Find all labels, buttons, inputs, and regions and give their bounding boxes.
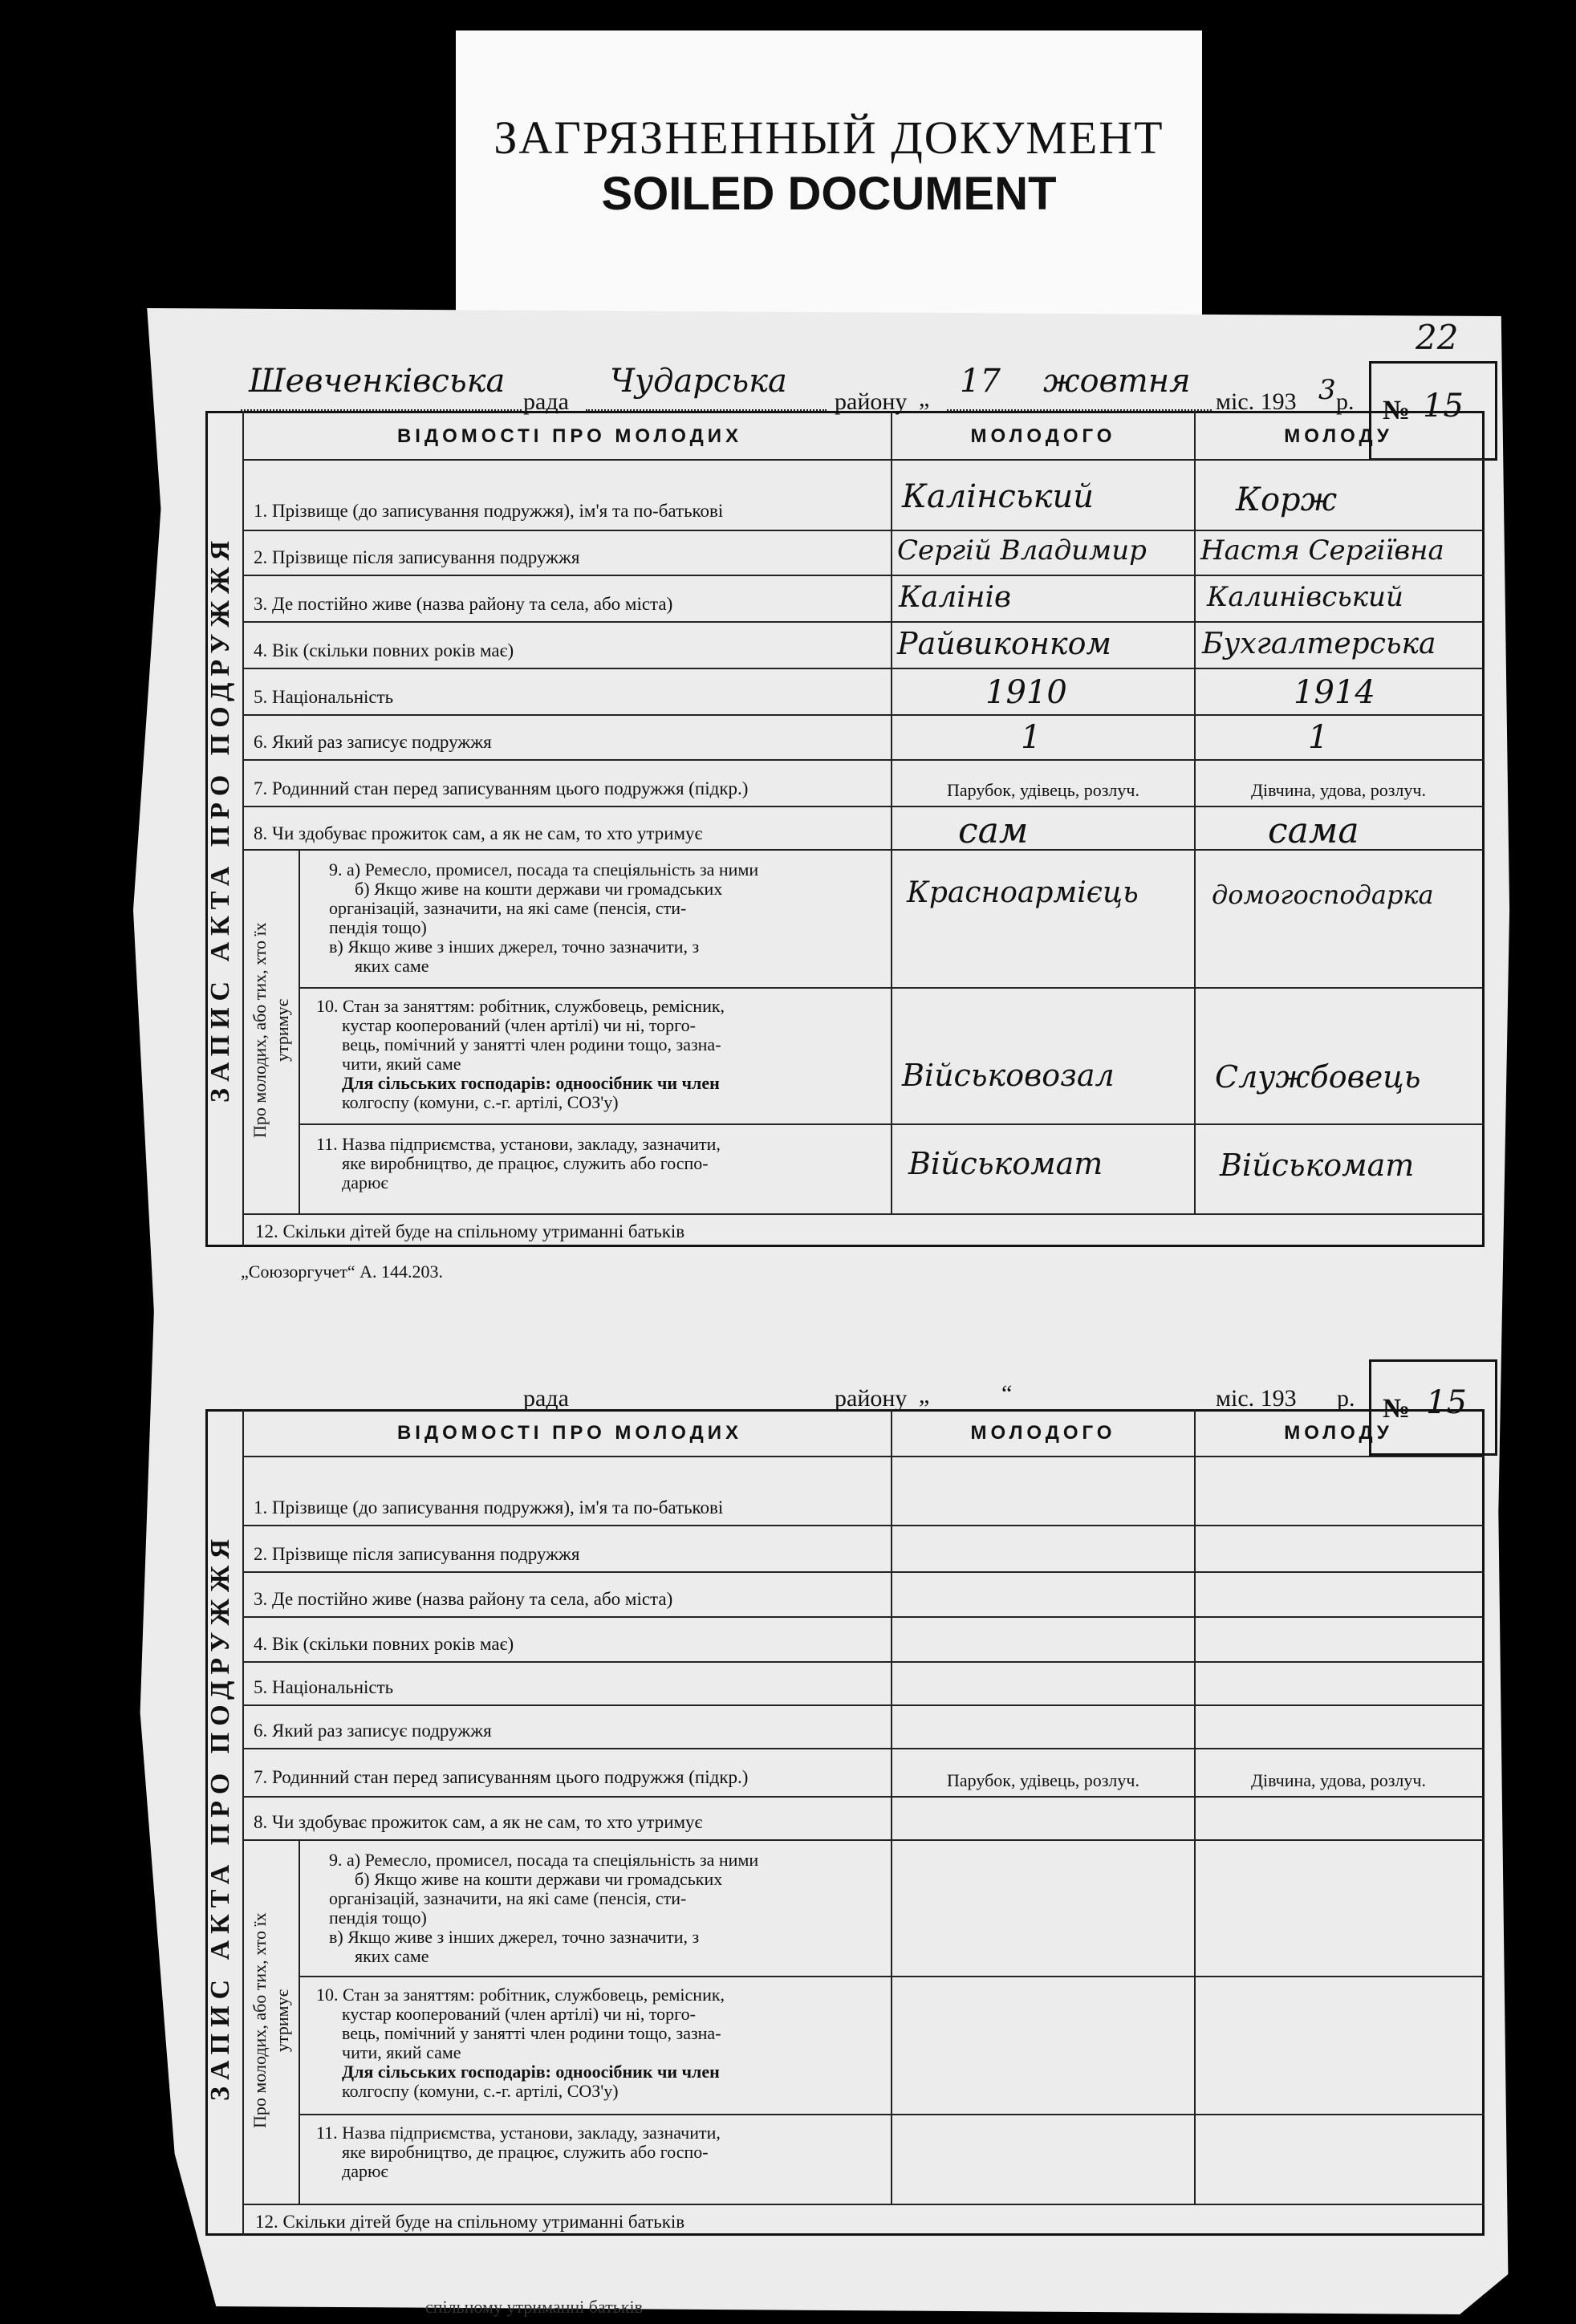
side-subcaption: Про молодих, або тих, хто їх утримує	[250, 922, 292, 1139]
question-1-2: 1. Прізвище (до записування подружжя), ім'я та по-батькові	[254, 1497, 724, 1518]
quote-open-2: „	[919, 1382, 930, 1408]
rayon-label-2: району	[835, 1385, 908, 1412]
groom-answer-11: Військомат	[908, 1146, 1103, 1181]
question-9-2: 9. а) Ремесло, промисел, посада та спеціяльність за ними б) Якщо живе на кошти держави чи громадських організацій, зазначити, на які саме (пенсія, сти- пендія тощо) в) Якщо живе з інших джерел, точно зазначити, з яких саме	[329, 1850, 759, 1966]
column-heading-bride: МОЛОДУ	[1284, 425, 1393, 447]
status-options-bride-2: Дівчина, удова, розлуч.	[1251, 1770, 1426, 1790]
bride-answer-2: Настя Сергіївна	[1200, 534, 1444, 567]
question-3-2: 3. Де постійно живе (назва району та села, або міста)	[254, 1589, 673, 1609]
status-options-groom: Парубок, удівець, розлуч.	[947, 780, 1139, 800]
question-12-2: 12. Скільки дітей буде на спільному утриманні батьків	[255, 2212, 685, 2232]
bride-answer-11: Військомат	[1220, 1148, 1415, 1183]
bride-answer-4: Бухгалтерська	[1202, 628, 1436, 660]
question-4: 4. Вік (скільки повних років має)	[254, 640, 514, 660]
rada-label: рада	[523, 388, 569, 415]
bride-answer-1: Корж	[1236, 481, 1338, 518]
rada-label-2: рада	[523, 1385, 569, 1412]
question-2: 2. Прізвище після записування подружжя	[254, 547, 580, 567]
question-5: 5. Національність	[254, 687, 394, 707]
groom-answer-8: сам	[958, 811, 1029, 851]
status-options-groom-2: Парубок, удівець, розлуч.	[947, 1770, 1139, 1790]
handwritten-record-number: 15	[1423, 388, 1464, 425]
number-sign: №	[1383, 396, 1411, 425]
question-6: 6. Який раз записує подружжя	[254, 732, 492, 752]
question-11-2: 11. Назва підприємства, установи, закладу, зазначити, яке виробництво, де працює, служить або госпо- дарює	[316, 2123, 721, 2181]
year-suffix: р.	[1336, 388, 1355, 415]
bride-answer-8: сама	[1268, 811, 1359, 851]
column-heading-groom-2: МОЛОДОГО	[970, 1422, 1116, 1444]
column-heading-info-2: ВІДОМОСТІ ПРО МОЛОДИХ	[396, 1422, 743, 1444]
handwritten-year-digit: 3	[1318, 374, 1336, 406]
groom-answer-2: Сергій Владимир	[897, 534, 1147, 567]
handwritten-month: жовтня	[1043, 363, 1191, 400]
question-10: 10. Стан за заняттям: робітник, службовець, ремісник, кустар кооперований (член артілі) чи ні, торго- вець, помічний у занятті член родини тощо, зазна- чити, який саме Для сільських господарів: одноосібник чи член колгоспу (комуни, с.-г. артілі, СОЗ'у)	[316, 996, 725, 1112]
question-12: 12. Скільки дітей буде на спільному утриманні батьків	[255, 1221, 685, 1241]
question-1: 1. Прізвище (до записування подружжя), ім'я та по-батькові	[254, 501, 724, 521]
question-9: 9. а) Ремесло, промисел, посада та спеціяльність за ними б) Якщо живе на кошти держави чи громадських організацій, зазначити, на які саме (пенсія, сти- пендія тощо) в) Якщо живе з інших джерел, точно зазначити, з яких саме	[329, 859, 759, 976]
question-3: 3. Де постійно живе (назва району та села, або міста)	[254, 594, 673, 614]
question-8-2: 8. Чи здобуває прожиток сам, а як не сам, то хто утримує	[254, 1812, 703, 1832]
groom-answer-1: Калінський	[902, 478, 1095, 515]
rayon-label: району	[835, 388, 908, 415]
side-caption: ЗАПИС АКТА ПРО ПОДРУЖЖЯ	[205, 534, 235, 1103]
number-sign-2: №	[1383, 1394, 1411, 1424]
groom-answer-5: 1910	[985, 674, 1067, 711]
quote-close-2: “	[1001, 1380, 1013, 1407]
bride-answer-6: 1	[1308, 719, 1329, 756]
month-year-label: міс. 193	[1216, 388, 1297, 415]
handwritten-day: 17	[960, 363, 1001, 400]
groom-answer-3: Калінів	[899, 581, 1011, 614]
column-heading-groom: МОЛОДОГО	[970, 425, 1116, 447]
label-russian: ЗАГРЯЗНЕННЫЙ ДОКУМЕНТ	[494, 112, 1164, 164]
question-5-2: 5. Національність	[254, 1677, 394, 1697]
month-year-label-2: міс. 193	[1216, 1385, 1297, 1412]
printer-imprint: „Союзоргучет“ А. 144.203.	[241, 1262, 444, 1282]
bride-answer-3: Калинівський	[1207, 581, 1403, 613]
bottom-cutoff-text: спільному утриманні батьків	[425, 2297, 644, 2317]
bride-answer-10: Службовець	[1215, 1059, 1421, 1095]
year-suffix-2: р.	[1337, 1385, 1355, 1412]
side-caption-2: ЗАПИС АКТА ПРО ПОДРУЖЖЯ	[205, 1532, 235, 2102]
question-7: 7. Родинний стан перед записуванням цього подружжя (підкр.)	[254, 778, 749, 798]
question-2-2: 2. Прізвище після записування подружжя	[254, 1544, 580, 1564]
handwritten-corner-number: 22	[1416, 318, 1459, 357]
question-11: 11. Назва підприємства, установи, закладу, зазначити, яке виробництво, де працює, служить або госпо- дарює	[316, 1134, 721, 1192]
groom-answer-9: Красноармієць	[907, 876, 1139, 909]
question-10-2: 10. Стан за заняттям: робітник, службовець, ремісник, кустар кооперований (член артілі) чи ні, торго- вець, помічний у занятті член родини тощо, зазна- чити, який саме Для сільських господарів: одноосібник чи член колгоспу (комуни, с.-г. артілі, СОЗ'у)	[316, 1985, 725, 2101]
column-heading-info: ВІДОМОСТІ ПРО МОЛОДИХ	[396, 425, 743, 447]
label-english: SOILED DOCUMENT	[601, 168, 1057, 220]
bride-answer-5: 1914	[1294, 674, 1375, 711]
quote-open: „	[919, 385, 930, 412]
question-7-2: 7. Родинний стан перед записуванням цього подружжя (підкр.)	[254, 1767, 749, 1787]
groom-answer-10: Військовозал	[902, 1058, 1115, 1093]
side-subcaption-2: Про молодих, або тих, хто їх утримує	[250, 1912, 292, 2129]
groom-answer-4: Райвиконком	[897, 626, 1111, 661]
column-heading-bride-2: МОЛОДУ	[1284, 1422, 1393, 1444]
question-4-2: 4. Вік (скільки повних років має)	[254, 1634, 514, 1654]
status-options-bride: Дівчина, удова, розлуч.	[1251, 780, 1426, 800]
question-6-2: 6. Який раз записує подружжя	[254, 1721, 492, 1741]
groom-answer-6: 1	[1021, 719, 1042, 756]
question-8: 8. Чи здобуває прожиток сам, а як не сам, то хто утримує	[254, 823, 703, 843]
soiled-document-label	[456, 30, 1202, 319]
bride-answer-9: домогосподарка	[1212, 880, 1434, 910]
handwritten-record-number-2: 15	[1426, 1384, 1467, 1421]
handwritten-rada-name: Шевченківська	[249, 363, 506, 400]
handwritten-rayon-name: Чударська	[610, 363, 787, 400]
